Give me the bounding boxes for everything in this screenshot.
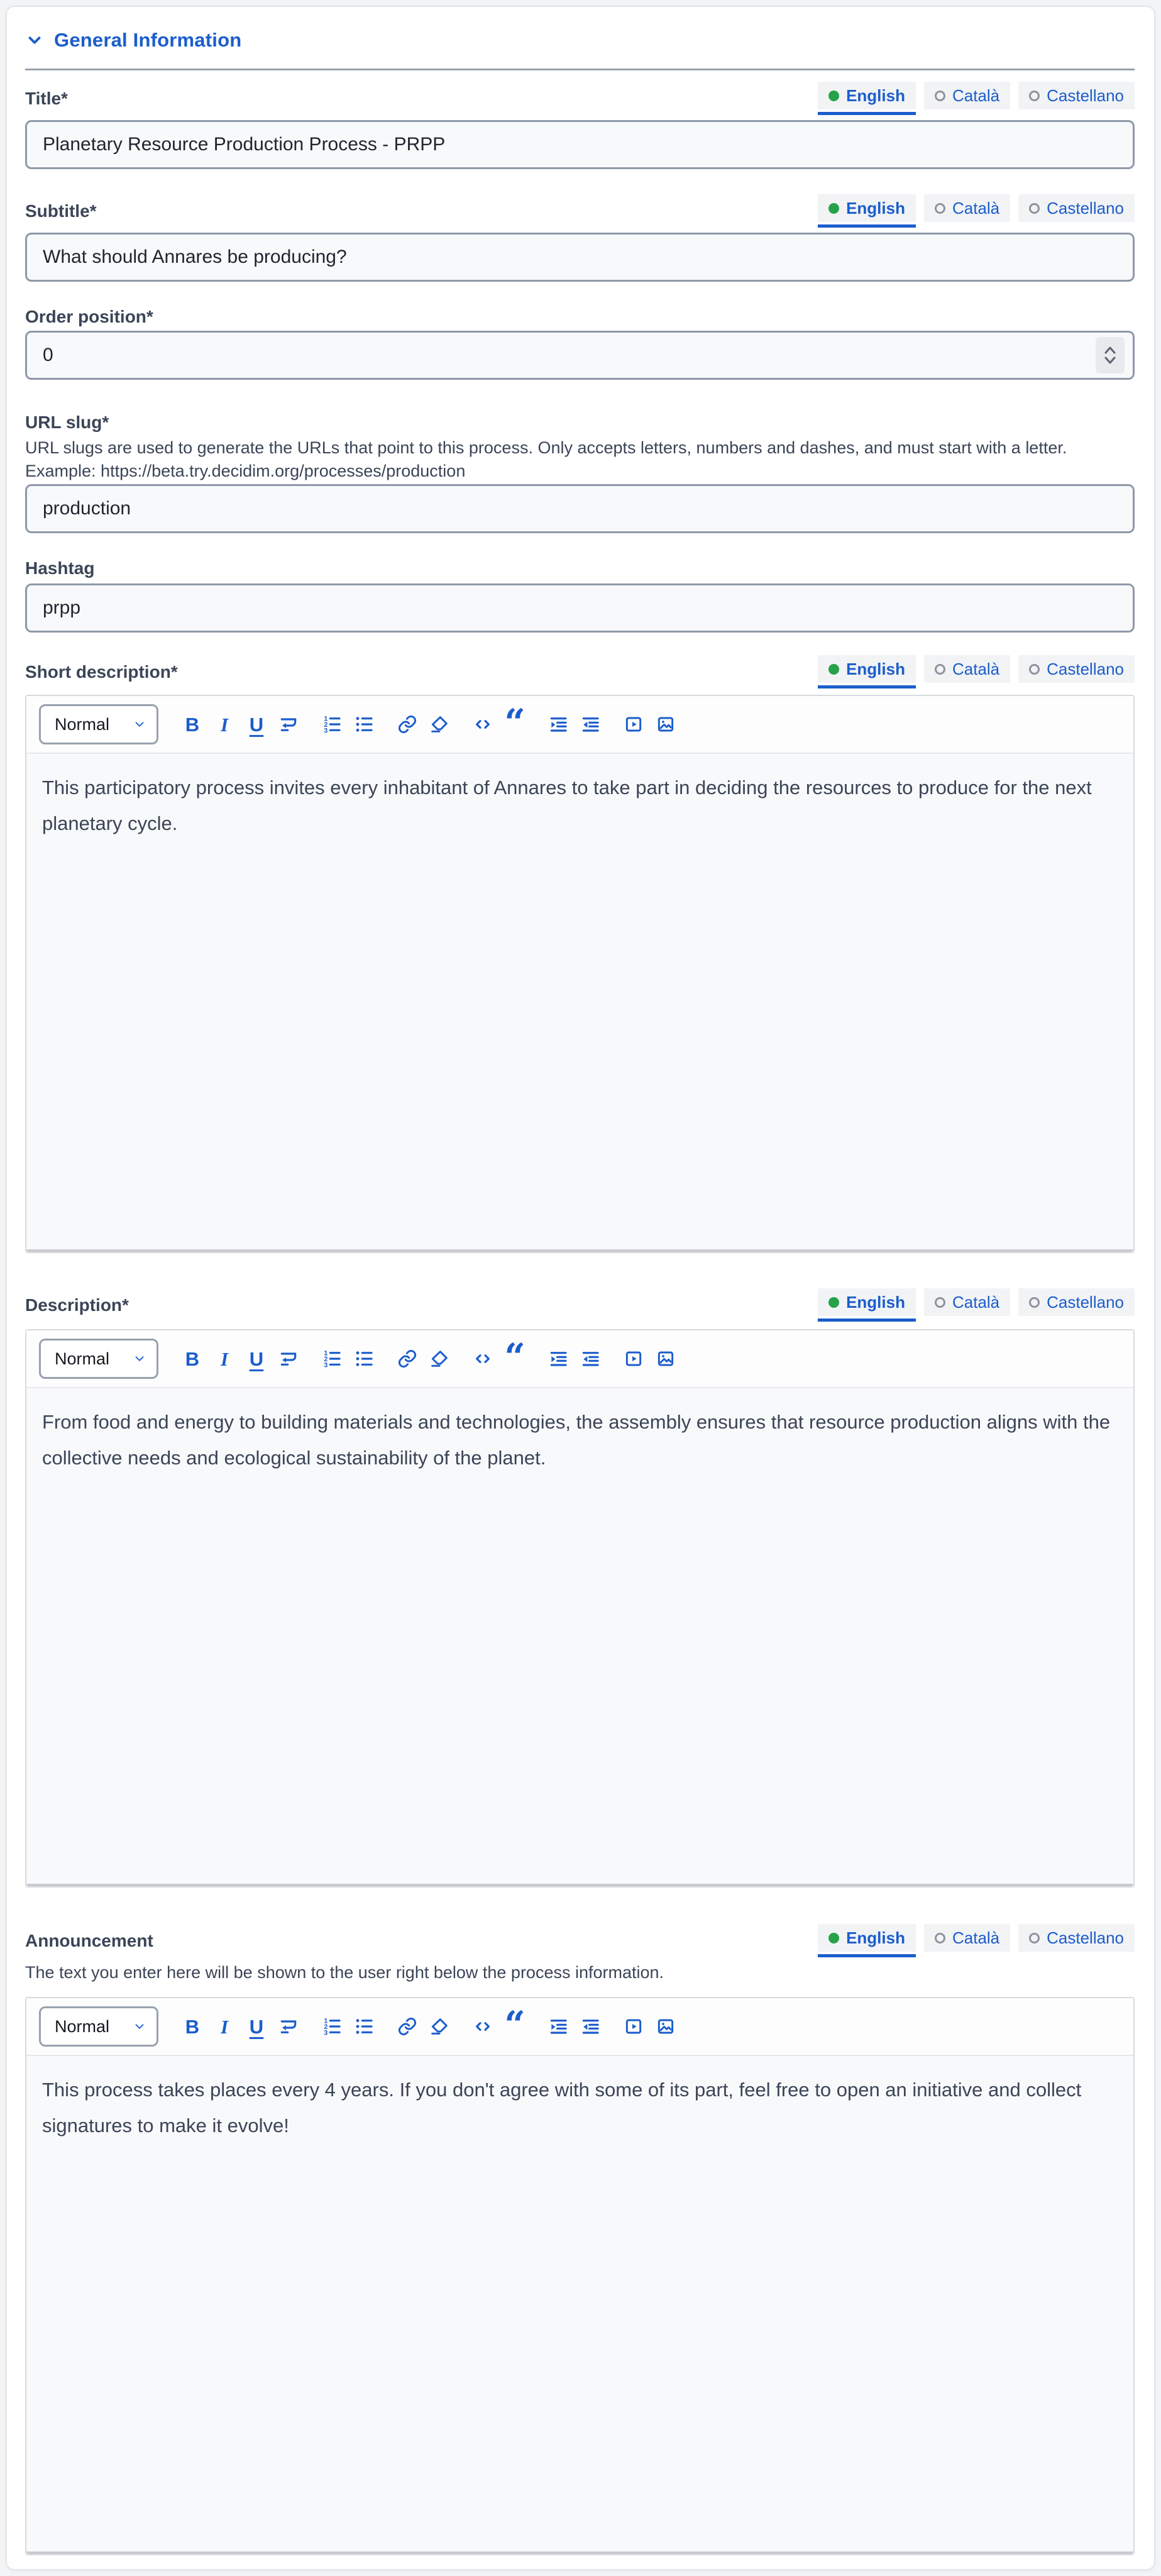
field-group-title — [25, 82, 1135, 169]
stepper-up-icon — [1103, 345, 1118, 355]
indent-decrease-button[interactable] — [578, 710, 602, 738]
editor-toolbar — [26, 1998, 1133, 2056]
svg-text:3: 3 — [324, 1361, 328, 1369]
italic-button[interactable] — [212, 1345, 236, 1373]
double-quotes-icon: “ — [504, 1335, 525, 1378]
lang-tab-english[interactable]: English — [818, 82, 916, 109]
link-button[interactable] — [395, 2013, 419, 2040]
lang-tab-english[interactable]: English — [818, 1924, 916, 1952]
stepper-down-icon — [1103, 356, 1118, 365]
svg-text:2: 2 — [324, 2023, 328, 2031]
paragraph-style-select[interactable]: Normal — [39, 704, 158, 744]
indent-decrease-button[interactable] — [578, 1345, 602, 1373]
eraser-icon — [429, 2016, 449, 2037]
bullet-list-button[interactable] — [352, 1345, 376, 1373]
image-button[interactable] — [654, 1345, 678, 1373]
video-icon — [624, 2016, 644, 2037]
bold-button[interactable] — [180, 1345, 204, 1373]
chevron-down-icon — [25, 31, 44, 50]
rich-text-editor-short-description — [25, 695, 1135, 1253]
paragraph-style-select[interactable]: Normal — [39, 1339, 158, 1379]
link-icon — [397, 1349, 417, 1369]
description-editor-content[interactable]: From food and energy to building materials and technologies, the assembly ensures that resource production aligns with the collective needs and ecological sustainability of the planet. — [26, 1388, 1133, 1886]
clear-formatting-button[interactable] — [427, 710, 451, 738]
lang-tab-castellano[interactable]: Castellano — [1018, 1288, 1135, 1316]
divider — [25, 69, 1135, 70]
chevron-down-icon — [133, 717, 146, 731]
italic-icon: I — [220, 2015, 229, 2038]
active-language-dot — [828, 1933, 839, 1943]
list-ordered-icon — [322, 714, 342, 734]
eraser-icon — [429, 1349, 449, 1369]
rich-text-editor-description — [25, 1329, 1135, 1888]
hashtag-input[interactable] — [25, 583, 1135, 633]
list-unordered-icon — [354, 2016, 374, 2037]
image-icon — [656, 714, 676, 734]
list-ordered-icon — [322, 1349, 342, 1369]
active-language-dot — [828, 664, 839, 675]
underline-button[interactable] — [245, 2013, 268, 2040]
indent-increase-button[interactable] — [546, 710, 570, 738]
active-language-dot — [828, 91, 839, 101]
lang-tab-catala[interactable]: Català — [924, 1288, 1010, 1316]
number-stepper[interactable] — [1096, 337, 1125, 373]
image-icon — [656, 1349, 676, 1369]
field-group-order-position — [25, 307, 1135, 380]
inactive-language-dot — [1029, 203, 1040, 214]
lang-tab-catala[interactable]: Català — [924, 655, 1010, 683]
link-icon — [397, 714, 417, 734]
accordion-header-general-information[interactable] — [25, 28, 1135, 52]
rich-text-editor-announcement — [25, 1997, 1135, 2555]
description-label: Description* — [25, 1295, 129, 1315]
code-view-icon — [473, 714, 493, 734]
field-group-subtitle — [25, 194, 1135, 282]
link-button[interactable] — [395, 1345, 419, 1373]
lang-tab-castellano[interactable]: Castellano — [1018, 655, 1135, 683]
indent-increase-button[interactable] — [546, 1345, 570, 1373]
lang-tab-castellano[interactable]: Castellano — [1018, 194, 1135, 222]
video-embed-button[interactable] — [622, 710, 646, 738]
clear-formatting-button[interactable] — [427, 2013, 451, 2040]
active-language-dot — [828, 1297, 839, 1308]
inactive-language-dot — [935, 1297, 945, 1308]
ordered-list-button[interactable] — [320, 2013, 344, 2040]
bold-button[interactable] — [180, 710, 204, 738]
inactive-language-dot — [935, 203, 945, 214]
svg-text:2: 2 — [324, 721, 328, 729]
double-quotes-icon: “ — [504, 701, 525, 744]
title-input[interactable] — [25, 120, 1135, 169]
indent-increase-icon — [548, 2016, 568, 2037]
editor-toolbar — [26, 696, 1133, 754]
inactive-language-dot — [1029, 91, 1040, 101]
italic-button[interactable] — [212, 2013, 236, 2040]
indent-decrease-button[interactable] — [578, 2013, 602, 2040]
underline-button[interactable] — [245, 1345, 268, 1373]
lang-tab-castellano[interactable]: Castellano — [1018, 1924, 1135, 1952]
inactive-language-dot — [935, 664, 945, 675]
svg-text:3: 3 — [324, 2029, 328, 2037]
bullet-list-button[interactable] — [352, 2013, 376, 2040]
code-block-button[interactable] — [471, 2013, 495, 2040]
link-icon — [397, 2016, 417, 2037]
code-view-icon — [473, 2016, 493, 2037]
field-group-short-description — [25, 655, 1135, 1253]
list-ordered-icon — [322, 2016, 342, 2037]
italic-icon: I — [220, 713, 229, 736]
lang-tab-castellano[interactable]: Castellano — [1018, 82, 1135, 109]
subtitle-label: Subtitle* — [25, 201, 97, 221]
field-group-url-slug — [25, 412, 1135, 533]
line-break-button[interactable] — [277, 710, 300, 738]
indent-decrease-icon — [580, 1349, 600, 1369]
language-tabs — [818, 194, 1135, 228]
double-quotes-icon: “ — [504, 2003, 525, 2046]
indent-decrease-icon — [580, 2016, 600, 2037]
text-wrap-icon — [278, 2016, 299, 2037]
svg-text:3: 3 — [324, 727, 328, 735]
underline-icon: U — [249, 1347, 264, 1370]
section-title: General Information — [54, 29, 242, 51]
svg-text:1: 1 — [324, 715, 328, 723]
field-group-description — [25, 1288, 1135, 1888]
image-button[interactable] — [654, 710, 678, 738]
indent-increase-icon — [548, 714, 568, 734]
field-group-announcement — [25, 1924, 1135, 2555]
video-icon — [624, 1349, 644, 1369]
inactive-language-dot — [1029, 664, 1040, 675]
line-break-button[interactable] — [277, 2013, 300, 2040]
short-description-editor-content[interactable]: This participatory process invites every inhabitant of Annares to take part in deciding the resources to produce for the next planetary cycle. — [26, 754, 1133, 1252]
general-information-panel — [6, 6, 1155, 2570]
italic-button[interactable] — [212, 710, 236, 738]
eraser-icon — [429, 714, 449, 734]
image-button[interactable] — [654, 2013, 678, 2040]
image-icon — [656, 2016, 676, 2037]
code-view-icon — [473, 1349, 493, 1369]
clear-formatting-button[interactable] — [427, 1345, 451, 1373]
lang-tab-english[interactable]: English — [818, 655, 916, 683]
url-slug-input[interactable] — [25, 484, 1135, 533]
blockquote-button[interactable] — [503, 1335, 527, 1378]
line-break-button[interactable] — [277, 1345, 300, 1373]
announcement-editor-content[interactable]: This process takes places every 4 years. If you don't agree with some of its part, feel free to open an initiative and collect signatures to make it evolve! — [26, 2056, 1133, 2554]
editor-toolbar — [26, 1330, 1133, 1388]
svg-text:1: 1 — [324, 2017, 328, 2025]
chevron-down-icon — [133, 1352, 146, 1366]
bullet-list-button[interactable] — [352, 710, 376, 738]
code-block-button[interactable] — [471, 710, 495, 738]
url-slug-label: URL slug* — [25, 412, 109, 432]
order-position-label: Order position* — [25, 307, 153, 326]
text-wrap-icon — [278, 714, 299, 734]
hashtag-label: Hashtag — [25, 558, 95, 578]
lang-tab-english[interactable]: English — [818, 194, 916, 222]
field-group-hashtag — [25, 558, 1135, 633]
inactive-language-dot — [935, 1933, 945, 1943]
underline-icon: U — [249, 2015, 264, 2038]
bold-icon: B — [185, 2015, 200, 2038]
underline-button[interactable] — [245, 710, 268, 738]
inactive-language-dot — [1029, 1297, 1040, 1308]
language-tabs — [818, 1924, 1135, 1957]
language-tabs — [818, 1288, 1135, 1322]
lang-tab-english[interactable]: English — [818, 1288, 916, 1316]
lang-tab-catala[interactable]: Català — [924, 1924, 1010, 1952]
inactive-language-dot — [935, 91, 945, 101]
active-language-dot — [828, 203, 839, 214]
underline-icon: U — [249, 713, 264, 736]
announcement-label: Announcement — [25, 1931, 153, 1950]
text-wrap-icon — [278, 1349, 299, 1369]
bold-icon: B — [185, 1347, 200, 1370]
list-unordered-icon — [354, 714, 374, 734]
link-button[interactable] — [395, 710, 419, 738]
ordered-list-button[interactable] — [320, 1345, 344, 1373]
video-embed-button[interactable] — [622, 2013, 646, 2040]
ordered-list-button[interactable] — [320, 710, 344, 738]
bold-button[interactable] — [180, 2013, 204, 2040]
language-tabs — [818, 82, 1135, 115]
inactive-language-dot — [1029, 1933, 1040, 1943]
language-tabs — [818, 655, 1135, 688]
title-label: Title* — [25, 89, 68, 108]
announcement-help: The text you enter here will be shown to the user right below the process information. — [25, 1963, 664, 1982]
subtitle-input[interactable] — [25, 233, 1135, 282]
svg-text:2: 2 — [324, 1356, 328, 1363]
indent-increase-button[interactable] — [546, 2013, 570, 2040]
video-embed-button[interactable] — [622, 1345, 646, 1373]
italic-icon: I — [220, 1347, 229, 1370]
paragraph-style-select[interactable]: Normal — [39, 2006, 158, 2047]
lang-tab-catala[interactable]: Català — [924, 194, 1010, 222]
list-unordered-icon — [354, 1349, 374, 1369]
order-position-input[interactable] — [25, 331, 1135, 380]
blockquote-button[interactable] — [503, 701, 527, 744]
code-block-button[interactable] — [471, 1345, 495, 1373]
short-description-label: Short description* — [25, 662, 178, 682]
url-slug-help: URL slugs are used to generate the URLs that point to this process. Only accepts letters, numbers and dashes, and must start with a letter. Example: https://beta.try.decidim.org/processes/production — [25, 438, 1067, 480]
indent-decrease-icon — [580, 714, 600, 734]
indent-increase-icon — [548, 1349, 568, 1369]
video-icon — [624, 714, 644, 734]
blockquote-button[interactable] — [503, 2003, 527, 2046]
bold-icon: B — [185, 713, 200, 736]
lang-tab-catala[interactable]: Català — [924, 82, 1010, 109]
chevron-down-icon — [133, 2020, 146, 2033]
svg-text:1: 1 — [324, 1349, 328, 1357]
